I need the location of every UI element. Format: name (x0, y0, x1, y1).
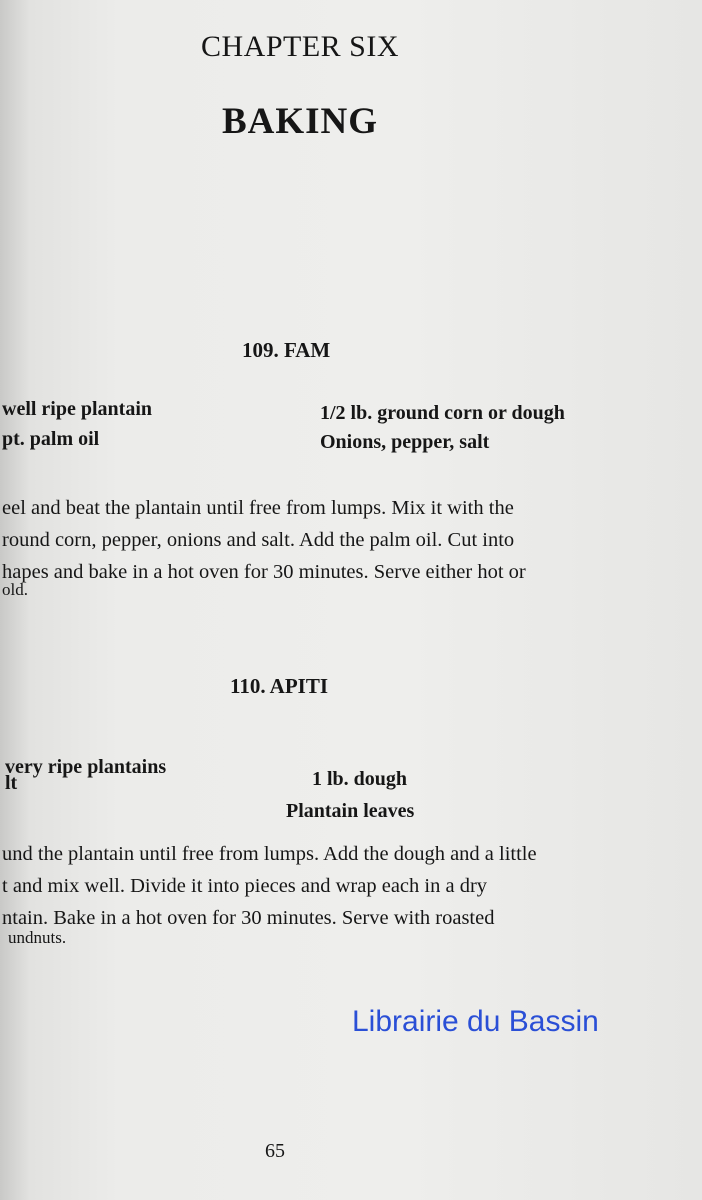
ingredient-item: pt. palm oil (2, 428, 100, 450)
page-number: 65 (265, 1140, 285, 1162)
method-line: t and mix well. Divide it into pieces and wrap each in a dry (2, 875, 488, 897)
method-line: eel and beat the plantain until free from lumps. Mix it with the (2, 497, 514, 519)
method-line: hapes and bake in a hot oven for 30 minutes. Serve either hot or (2, 561, 526, 583)
method-line: undnuts. (8, 928, 67, 947)
ingredient-item: Plantain leaves (286, 800, 415, 822)
method-line: round corn, pepper, onions and salt. Add the palm oil. Cut into (2, 529, 515, 551)
ingredient-item: well ripe plantain (2, 398, 153, 420)
method-line: und the plantain until free from lumps. Add the dough and a little (2, 843, 537, 865)
chapter-title: BAKING (221, 101, 379, 142)
ingredient-item: lt (5, 772, 18, 794)
ingredient-item: Onions, pepper, salt (320, 431, 490, 453)
recipe-heading: 110. APITI (230, 674, 329, 698)
method-line: ntain. Bake in a hot oven for 30 minutes. Serve with roasted (2, 907, 495, 929)
ingredient-item: very ripe plantains (5, 756, 167, 778)
chapter-label: CHAPTER SIX (200, 30, 400, 63)
ingredient-item: 1 lb. dough (312, 768, 408, 790)
ingredient-item: 1/2 lb. ground corn or dough (320, 402, 565, 424)
watermark-label: Librairie du Bassin (352, 1005, 599, 1038)
method-line: old. (2, 580, 28, 599)
recipe-heading: 109. FAM (242, 338, 331, 362)
